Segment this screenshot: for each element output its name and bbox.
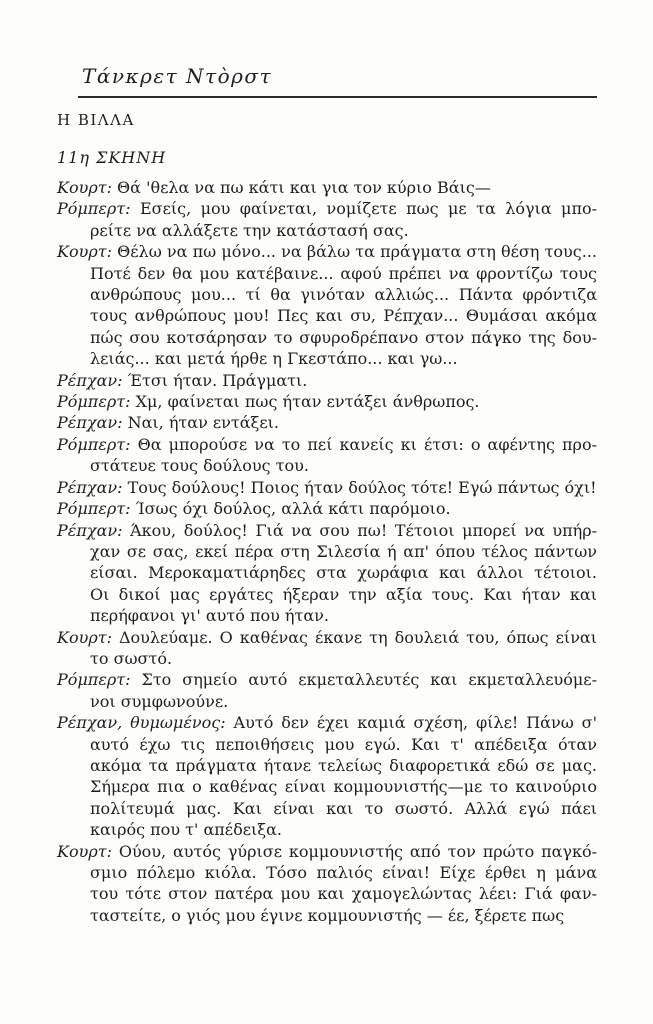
- dialogue-paragraph: [57, 520, 597, 627]
- dialogue-paragraph: [57, 841, 597, 927]
- dialogue-line: το σωστό.: [90, 648, 173, 668]
- dialogue-line: πολίτευμά μας. Και είναι και το σωστό. Αλλά εγώ πάει: [90, 798, 597, 818]
- speaker-name: Κουρτ:: [57, 627, 112, 647]
- speaker-name: Ρόμπερτ:: [57, 670, 131, 690]
- speaker-name: Ρόμπερτ:: [57, 392, 131, 412]
- dialogue-paragraph: [57, 177, 597, 198]
- dialogue-line: του τότε στον πατέρα μου και χαμογελώντας λέει: Γιά φαν-: [90, 884, 597, 904]
- dialogue-line: πώς σου κοτσάρησαν το σφυροδρέπανο στον πάγκο της δου-: [90, 327, 597, 347]
- running-title: Τάνκρετ Ντòρστ: [82, 64, 273, 88]
- dialogue-paragraph: [57, 627, 597, 670]
- dialogue-paragraph: [57, 198, 597, 241]
- speaker-name: Κουρτ:: [57, 178, 112, 197]
- dialogue-line: Ρόμπερτ: Στο σημείο αυτό εκμεταλλευτές και εκμεταλλευόμε-: [57, 670, 597, 690]
- dialogue-line: ακόμα τα πράγματα ήτανε τελείως διαφορετικά εδώ σε μας.: [90, 755, 597, 775]
- dialogue-line: σμιο πόλεμο κιόλα. Τόσο παλιός είναι! Είχε έρθει η μάνα: [90, 863, 597, 882]
- dialogue-line: Ρόμπερτ: Θα μπορούσε να το πεί κανείς κι έτσι: ο αφέντης προ-: [57, 434, 597, 454]
- dialogue-paragraph: [57, 370, 597, 391]
- speaker-name: Ρόμπερτ:: [57, 199, 131, 219]
- dialogue-line: καιρός που τ' απέδειξα.: [90, 820, 282, 840]
- dialogue-line: Ρέπχαν, θυμωμένος: Αυτό δεν έχει καμιά σχέση, φίλε! Πάνω σ': [57, 713, 598, 733]
- dialogue-line: Ρέπχαν: Έτσι ήταν. Πράγματι.: [57, 370, 308, 390]
- dialogue-paragraph: [57, 391, 597, 412]
- dialogue-line: Ρόμπερτ: Ίσως όχι δούλος, αλλά κάτι παρόμοιο.: [57, 499, 451, 519]
- dialogue-line: Σήμερα πια ο καθένας είναι κομμουνιστής—με το καινούριο: [90, 777, 597, 797]
- dialogue-paragraph: [57, 434, 597, 477]
- dialogue-line: ταστείτε, ο γιός μου έγινε κομμουνιστής — έε, ξέρετε πως: [90, 905, 565, 925]
- speaker-name: Ρέπχαν, θυμωμένος:: [57, 713, 226, 733]
- dialogue-line: Κουρτ: Θέλω να πω μόνο... να βάλω τα πράγματα στη θέση τους...: [57, 242, 597, 262]
- dialogue-paragraph: [57, 412, 597, 433]
- speaker-name: Κουρτ:: [57, 242, 112, 262]
- dialogue-line: Ρέπχαν: Άκου, δούλος! Γιά να σου πω! Τέτοιοι μπορεί να υπήρ-: [57, 520, 597, 540]
- speaker-name: Κουρτ:: [57, 841, 112, 861]
- dialogue-line: Ποτέ δεν θα μου κατέβαινε... αφού πρέπει να φροντίζω τους: [90, 263, 597, 283]
- dialogue-paragraph: [57, 669, 597, 712]
- dialogue-line: στάτευε τους δούλους του.: [90, 456, 309, 476]
- speaker-name: Ρέπχαν:: [57, 520, 123, 540]
- dialogue-line: χαν σε σας, εκεί πέρα στη Σιλεσία ή απ' όπου τέλος πάντων: [90, 541, 597, 561]
- dialogue-line: Οι δικοί μας εργάτες ήξεραν την αξία τους. Και ήταν και: [90, 584, 597, 604]
- dialogue-line: Ρέπχαν: Τους δούλους! Ποιος ήταν δούλος τότε! Εγώ πάντως όχι!: [57, 477, 597, 497]
- header-rule-divider: [78, 96, 597, 98]
- dialogue-paragraph: [57, 241, 597, 369]
- dialogue-line: τους ανθρώπους μου! Πες και συ, Ρέπχαν... Θυμάσαι ακόμα: [90, 306, 597, 326]
- speaker-name: Ρέπχαν:: [57, 370, 123, 390]
- dialogue-line: Ρόμπερτ: Χμ, φαίνεται πως ήταν εντάξει άνθρωπος.: [57, 392, 480, 412]
- play-title: Η ΒΙΛΛΑ: [57, 111, 135, 129]
- speaker-name: Ρόμπερτ:: [57, 434, 131, 454]
- dialogue-paragraph: [57, 477, 597, 498]
- speaker-name: Ρόμπερτ:: [57, 499, 131, 519]
- dialogue-line: Ρόμπερτ: Εσείς, μου φαίνεται, νομίζετε πως με τα λόγια μπο-: [57, 199, 597, 219]
- dialogue-paragraph: [57, 498, 597, 519]
- speaker-name: Ρέπχαν:: [57, 477, 123, 497]
- dialogue-line: νοι συμφωνούνε.: [90, 691, 229, 711]
- dialogue-line: Κουρτ: Θά 'θελα να πω κάτι και για τον κύριο Βάις—: [57, 178, 491, 197]
- dialogue-line: λειάς... και μετά ήρθε η Γκεστάπο... και γω...: [90, 349, 458, 369]
- dialogue-line: ρείτε να αλλάξετε την κατάστασή σας.: [90, 220, 409, 240]
- dialogue-block: [57, 177, 597, 926]
- dialogue-line: Κουρτ: Δουλεύαμε. Ο καθένας έκανε τη δουλειά του, όπως είναι: [57, 627, 597, 647]
- dialogue-line: αυτό έχω τις πεποιθήσεις μου εγώ. Και τ' απέδειξα όταν: [90, 734, 597, 754]
- dialogue-paragraph: [57, 712, 597, 840]
- dialogue-line: Κουρτ: Ούου, αυτός γύρισε κομμουνιστής από τον πρώτο παγκό-: [57, 841, 597, 861]
- speaker-name: Ρέπχαν:: [57, 413, 123, 433]
- scene-heading: 11η ΣΚΗΝΗ: [57, 148, 167, 167]
- dialogue-line: περήφανοι γι' αυτό που ήταν.: [90, 606, 329, 626]
- dialogue-line: ανθρώπους μου... τί θα γινόταν αλλιώς... Πάντα φρόντιζα: [90, 285, 597, 305]
- dialogue-line: είσαι. Μεροκαματιάρηδες στα χωράφια και άλλοι τέτοιοι.: [90, 563, 597, 583]
- dialogue-line: Ρέπχαν: Ναι, ήταν εντάξει.: [57, 413, 280, 433]
